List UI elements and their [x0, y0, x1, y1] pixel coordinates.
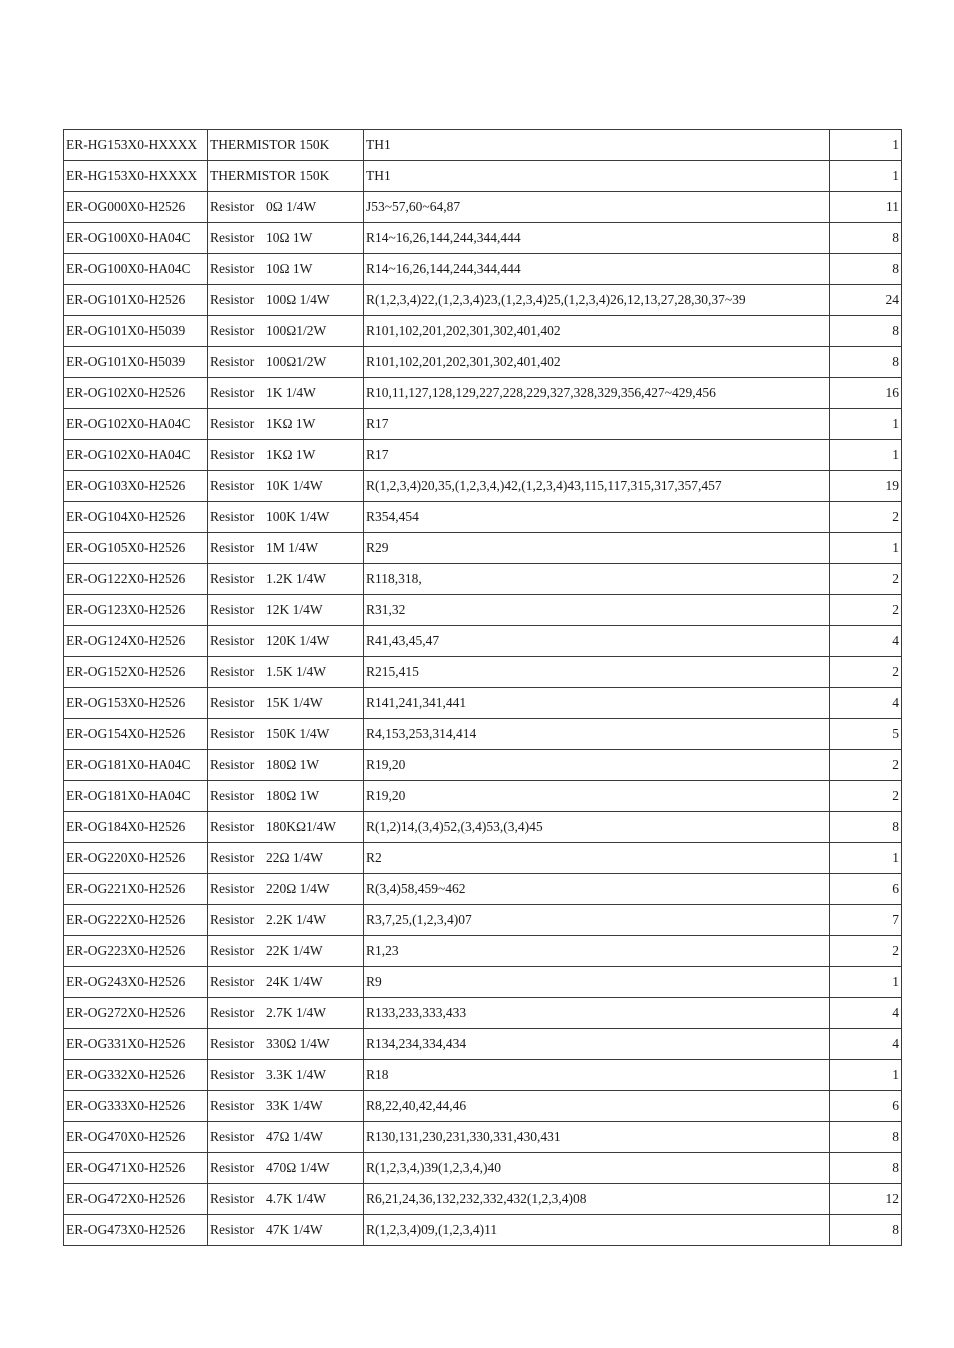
part-number-cell: ER-OG471X0-H2526: [64, 1153, 208, 1184]
table-row: [64, 130, 902, 161]
table-row: [64, 192, 902, 223]
reference-designators-cell: R10,11,127,128,129,227,228,229,327,328,329,356,427~429,456: [364, 378, 830, 409]
table-row: [64, 347, 902, 378]
description-cell: [208, 161, 364, 192]
quantity-cell: 2: [830, 936, 902, 967]
component-value: 22Ω 1/4W: [266, 850, 323, 865]
component-type: Resistor: [210, 1129, 255, 1144]
quantity-cell: 7: [830, 905, 902, 936]
description-cell: [208, 223, 364, 254]
table-row: [64, 564, 902, 595]
part-number-cell: ER-OG223X0-H2526: [64, 936, 208, 967]
part-number-cell: ER-OG122X0-H2526: [64, 564, 208, 595]
quantity-cell: 2: [830, 564, 902, 595]
description-cell: [208, 1060, 364, 1091]
description-cell: [208, 843, 364, 874]
description-cell: [208, 1122, 364, 1153]
reference-designators-cell: R(3,4)58,459~462: [364, 874, 830, 905]
table-row: [64, 1122, 902, 1153]
quantity-cell: 8: [830, 316, 902, 347]
reference-designators-cell: R118,318,: [364, 564, 830, 595]
part-number-cell: ER-OG243X0-H2526: [64, 967, 208, 998]
part-number-cell: ER-OG473X0-H2526: [64, 1215, 208, 1246]
table-row: [64, 254, 902, 285]
quantity-cell: 4: [830, 688, 902, 719]
quantity-cell: 1: [830, 1060, 902, 1091]
component-value: 2.2K 1/4W: [266, 912, 326, 927]
reference-designators-cell: J53~57,60~64,87: [364, 192, 830, 223]
description-cell: [208, 378, 364, 409]
part-number-cell: ER-HG153X0-HXXXX: [64, 130, 208, 161]
part-number-cell: ER-OG153X0-H2526: [64, 688, 208, 719]
component-value: 1KΩ 1W: [266, 416, 316, 431]
description-cell: [208, 564, 364, 595]
component-value: 0Ω 1/4W: [266, 199, 317, 214]
component-value: 1.2K 1/4W: [266, 571, 326, 586]
table-row: [64, 781, 902, 812]
table-row: [64, 471, 902, 502]
component-type: THERMISTOR 150K: [210, 168, 330, 183]
component-value: 180KΩ1/4W: [266, 819, 337, 834]
table-row: [64, 998, 902, 1029]
description-cell: [208, 285, 364, 316]
component-value: 10K 1/4W: [266, 478, 323, 493]
reference-designators-cell: R2: [364, 843, 830, 874]
part-number-cell: ER-OG332X0-H2526: [64, 1060, 208, 1091]
reference-designators-cell: R19,20: [364, 750, 830, 781]
description-cell: [208, 1184, 364, 1215]
component-value: 150K 1/4W: [266, 726, 330, 741]
reference-designators-cell: R8,22,40,42,44,46: [364, 1091, 830, 1122]
reference-designators-cell: R18: [364, 1060, 830, 1091]
description-cell: [208, 316, 364, 347]
description-cell: [208, 750, 364, 781]
description-cell: [208, 905, 364, 936]
reference-designators-cell: TH1: [364, 130, 830, 161]
description-cell: [208, 626, 364, 657]
component-value: 100Ω1/2W: [266, 354, 327, 369]
component-type: Resistor: [210, 1067, 255, 1082]
reference-designators-cell: R(1,2,3,4)22,(1,2,3,4)23,(1,2,3,4)25,(1,2,3,4)26,12,13,27,28,30,37~39: [364, 285, 830, 316]
table-row: [64, 812, 902, 843]
component-value: 47K 1/4W: [266, 1222, 323, 1237]
component-type: Resistor: [210, 1191, 255, 1206]
description-cell: [208, 502, 364, 533]
reference-designators-cell: R19,20: [364, 781, 830, 812]
reference-designators-cell: R354,454: [364, 502, 830, 533]
description-cell: [208, 192, 364, 223]
description-cell: [208, 998, 364, 1029]
reference-designators-cell: R(1,2,3,4)20,35,(1,2,3,4,)42,(1,2,3,4)43,115,117,315,317,357,457: [364, 471, 830, 502]
component-value: 47Ω 1/4W: [266, 1129, 323, 1144]
quantity-cell: 12: [830, 1184, 902, 1215]
quantity-cell: 4: [830, 998, 902, 1029]
component-type: Resistor: [210, 912, 255, 927]
part-number-cell: ER-OG103X0-H2526: [64, 471, 208, 502]
part-number-cell: ER-OG181X0-HA04C: [64, 781, 208, 812]
description-cell: [208, 688, 364, 719]
part-number-cell: ER-OG101X0-H2526: [64, 285, 208, 316]
component-value: 10Ω 1W: [266, 261, 313, 276]
component-value: 33K 1/4W: [266, 1098, 323, 1113]
description-cell: [208, 347, 364, 378]
part-number-cell: ER-OG154X0-H2526: [64, 719, 208, 750]
part-number-cell: ER-OG181X0-HA04C: [64, 750, 208, 781]
table-row: [64, 967, 902, 998]
description-cell: [208, 874, 364, 905]
component-type: Resistor: [210, 416, 255, 431]
part-number-cell: ER-OG101X0-H5039: [64, 316, 208, 347]
part-number-cell: ER-OG272X0-H2526: [64, 998, 208, 1029]
quantity-cell: 1: [830, 843, 902, 874]
quantity-cell: 2: [830, 750, 902, 781]
component-value: 3.3K 1/4W: [266, 1067, 326, 1082]
component-type: Resistor: [210, 540, 255, 555]
part-number-cell: ER-OG123X0-H2526: [64, 595, 208, 626]
table-row: [64, 223, 902, 254]
table-row: [64, 595, 902, 626]
part-number-cell: ER-OG222X0-H2526: [64, 905, 208, 936]
table-row: [64, 1184, 902, 1215]
table-row: [64, 1215, 902, 1246]
description-cell: [208, 595, 364, 626]
reference-designators-cell: R(1,2)14,(3,4)52,(3,4)53,(3,4)45: [364, 812, 830, 843]
quantity-cell: 1: [830, 161, 902, 192]
reference-designators-cell: TH1: [364, 161, 830, 192]
reference-designators-cell: R(1,2,3,4,)39(1,2,3,4,)40: [364, 1153, 830, 1184]
description-cell: [208, 936, 364, 967]
component-value: 15K 1/4W: [266, 695, 323, 710]
component-type: Resistor: [210, 664, 255, 679]
quantity-cell: 1: [830, 967, 902, 998]
reference-designators-cell: R3,7,25,(1,2,3,4)07: [364, 905, 830, 936]
description-cell: [208, 1091, 364, 1122]
reference-designators-cell: R17: [364, 409, 830, 440]
component-type: Resistor: [210, 230, 255, 245]
quantity-cell: 2: [830, 781, 902, 812]
table-row: [64, 409, 902, 440]
component-value: 1M 1/4W: [266, 540, 319, 555]
bom-table: [63, 129, 902, 1246]
reference-designators-cell: R17: [364, 440, 830, 471]
reference-designators-cell: R31,32: [364, 595, 830, 626]
component-type: Resistor: [210, 974, 255, 989]
table-row: [64, 1060, 902, 1091]
part-number-cell: ER-OG472X0-H2526: [64, 1184, 208, 1215]
table-row: [64, 285, 902, 316]
quantity-cell: 16: [830, 378, 902, 409]
table-row: [64, 502, 902, 533]
component-type: Resistor: [210, 788, 255, 803]
reference-designators-cell: R101,102,201,202,301,302,401,402: [364, 347, 830, 378]
quantity-cell: 8: [830, 223, 902, 254]
quantity-cell: 4: [830, 1029, 902, 1060]
quantity-cell: 6: [830, 874, 902, 905]
quantity-cell: 5: [830, 719, 902, 750]
reference-designators-cell: R1,23: [364, 936, 830, 967]
table-row: [64, 688, 902, 719]
quantity-cell: 1: [830, 130, 902, 161]
quantity-cell: 2: [830, 657, 902, 688]
component-type: Resistor: [210, 602, 255, 617]
description-cell: [208, 1153, 364, 1184]
description-cell: [208, 409, 364, 440]
component-value: 330Ω 1/4W: [266, 1036, 330, 1051]
quantity-cell: 1: [830, 440, 902, 471]
reference-designators-cell: R4,153,253,314,414: [364, 719, 830, 750]
component-type: Resistor: [210, 1160, 255, 1175]
component-value: 2.7K 1/4W: [266, 1005, 326, 1020]
quantity-cell: 8: [830, 1215, 902, 1246]
component-value: 1K 1/4W: [266, 385, 316, 400]
table-row: [64, 1029, 902, 1060]
component-value: 24K 1/4W: [266, 974, 323, 989]
component-value: 120K 1/4W: [266, 633, 330, 648]
part-number-cell: ER-OG000X0-H2526: [64, 192, 208, 223]
component-type: Resistor: [210, 292, 255, 307]
description-cell: [208, 533, 364, 564]
reference-designators-cell: R101,102,201,202,301,302,401,402: [364, 316, 830, 347]
component-type: Resistor: [210, 943, 255, 958]
quantity-cell: 2: [830, 595, 902, 626]
quantity-cell: 8: [830, 1153, 902, 1184]
quantity-cell: 4: [830, 626, 902, 657]
part-number-cell: ER-OG105X0-H2526: [64, 533, 208, 564]
description-cell: [208, 1029, 364, 1060]
component-value: 180Ω 1W: [266, 788, 320, 803]
component-type: Resistor: [210, 633, 255, 648]
table-row: [64, 378, 902, 409]
quantity-cell: 19: [830, 471, 902, 502]
component-type: Resistor: [210, 447, 255, 462]
component-type: THERMISTOR 150K: [210, 137, 330, 152]
part-number-cell: ER-OG101X0-H5039: [64, 347, 208, 378]
part-number-cell: ER-OG220X0-H2526: [64, 843, 208, 874]
table-row: [64, 161, 902, 192]
component-type: Resistor: [210, 1005, 255, 1020]
reference-designators-cell: R141,241,341,441: [364, 688, 830, 719]
table-row: [64, 533, 902, 564]
table-row: [64, 316, 902, 347]
component-value: 1KΩ 1W: [266, 447, 316, 462]
component-value: 4.7K 1/4W: [266, 1191, 326, 1206]
component-type: Resistor: [210, 478, 255, 493]
table-row: [64, 905, 902, 936]
description-cell: [208, 781, 364, 812]
component-type: Resistor: [210, 757, 255, 772]
reference-designators-cell: R41,43,45,47: [364, 626, 830, 657]
quantity-cell: 24: [830, 285, 902, 316]
reference-designators-cell: R215,415: [364, 657, 830, 688]
component-value: 100Ω 1/4W: [266, 292, 330, 307]
table-row: [64, 1153, 902, 1184]
table-row: [64, 719, 902, 750]
component-type: Resistor: [210, 850, 255, 865]
component-type: Resistor: [210, 819, 255, 834]
reference-designators-cell: R130,131,230,231,330,331,430,431: [364, 1122, 830, 1153]
component-type: Resistor: [210, 323, 255, 338]
description-cell: [208, 719, 364, 750]
table-row: [64, 874, 902, 905]
component-value: 22K 1/4W: [266, 943, 323, 958]
description-cell: [208, 812, 364, 843]
quantity-cell: 8: [830, 254, 902, 285]
component-type: Resistor: [210, 1036, 255, 1051]
component-type: Resistor: [210, 354, 255, 369]
component-type: Resistor: [210, 1222, 255, 1237]
quantity-cell: 2: [830, 502, 902, 533]
component-value: 100Ω1/2W: [266, 323, 327, 338]
component-type: Resistor: [210, 571, 255, 586]
component-type: Resistor: [210, 199, 255, 214]
table-row: [64, 1091, 902, 1122]
description-cell: [208, 471, 364, 502]
table-row: [64, 440, 902, 471]
reference-designators-cell: R14~16,26,144,244,344,444: [364, 223, 830, 254]
part-number-cell: ER-OG102X0-H2526: [64, 378, 208, 409]
reference-designators-cell: R6,21,24,36,132,232,332,432(1,2,3,4)08: [364, 1184, 830, 1215]
component-type: Resistor: [210, 385, 255, 400]
part-number-cell: ER-OG221X0-H2526: [64, 874, 208, 905]
component-type: Resistor: [210, 261, 255, 276]
component-value: 100K 1/4W: [266, 509, 330, 524]
table-row: [64, 843, 902, 874]
description-cell: [208, 440, 364, 471]
component-type: Resistor: [210, 509, 255, 524]
quantity-cell: 8: [830, 812, 902, 843]
reference-designators-cell: R133,233,333,433: [364, 998, 830, 1029]
quantity-cell: 11: [830, 192, 902, 223]
description-cell: [208, 657, 364, 688]
reference-designators-cell: R(1,2,3,4)09,(1,2,3,4)11: [364, 1215, 830, 1246]
quantity-cell: 1: [830, 409, 902, 440]
component-type: Resistor: [210, 695, 255, 710]
table-row: [64, 657, 902, 688]
component-type: Resistor: [210, 1098, 255, 1113]
component-value: 12K 1/4W: [266, 602, 323, 617]
part-number-cell: ER-OG102X0-HA04C: [64, 440, 208, 471]
reference-designators-cell: R9: [364, 967, 830, 998]
part-number-cell: ER-OG470X0-H2526: [64, 1122, 208, 1153]
reference-designators-cell: R29: [364, 533, 830, 564]
description-cell: [208, 130, 364, 161]
bom-table-body: [64, 130, 902, 1246]
part-number-cell: ER-OG100X0-HA04C: [64, 254, 208, 285]
component-value: 1.5K 1/4W: [266, 664, 326, 679]
reference-designators-cell: R14~16,26,144,244,344,444: [364, 254, 830, 285]
part-number-cell: ER-HG153X0-HXXXX: [64, 161, 208, 192]
part-number-cell: ER-OG102X0-HA04C: [64, 409, 208, 440]
quantity-cell: 8: [830, 1122, 902, 1153]
component-value: 180Ω 1W: [266, 757, 320, 772]
quantity-cell: 8: [830, 347, 902, 378]
component-value: 10Ω 1W: [266, 230, 313, 245]
part-number-cell: ER-OG331X0-H2526: [64, 1029, 208, 1060]
description-cell: [208, 254, 364, 285]
part-number-cell: ER-OG100X0-HA04C: [64, 223, 208, 254]
part-number-cell: ER-OG152X0-H2526: [64, 657, 208, 688]
component-type: Resistor: [210, 881, 255, 896]
reference-designators-cell: R134,234,334,434: [364, 1029, 830, 1060]
description-cell: [208, 967, 364, 998]
part-number-cell: ER-OG184X0-H2526: [64, 812, 208, 843]
component-value: 220Ω 1/4W: [266, 881, 330, 896]
description-cell: [208, 1215, 364, 1246]
part-number-cell: ER-OG124X0-H2526: [64, 626, 208, 657]
component-value: 470Ω 1/4W: [266, 1160, 330, 1175]
table-row: [64, 626, 902, 657]
table-row: [64, 750, 902, 781]
table-row: [64, 936, 902, 967]
part-number-cell: ER-OG104X0-H2526: [64, 502, 208, 533]
quantity-cell: 6: [830, 1091, 902, 1122]
quantity-cell: 1: [830, 533, 902, 564]
component-type: Resistor: [210, 726, 255, 741]
part-number-cell: ER-OG333X0-H2526: [64, 1091, 208, 1122]
